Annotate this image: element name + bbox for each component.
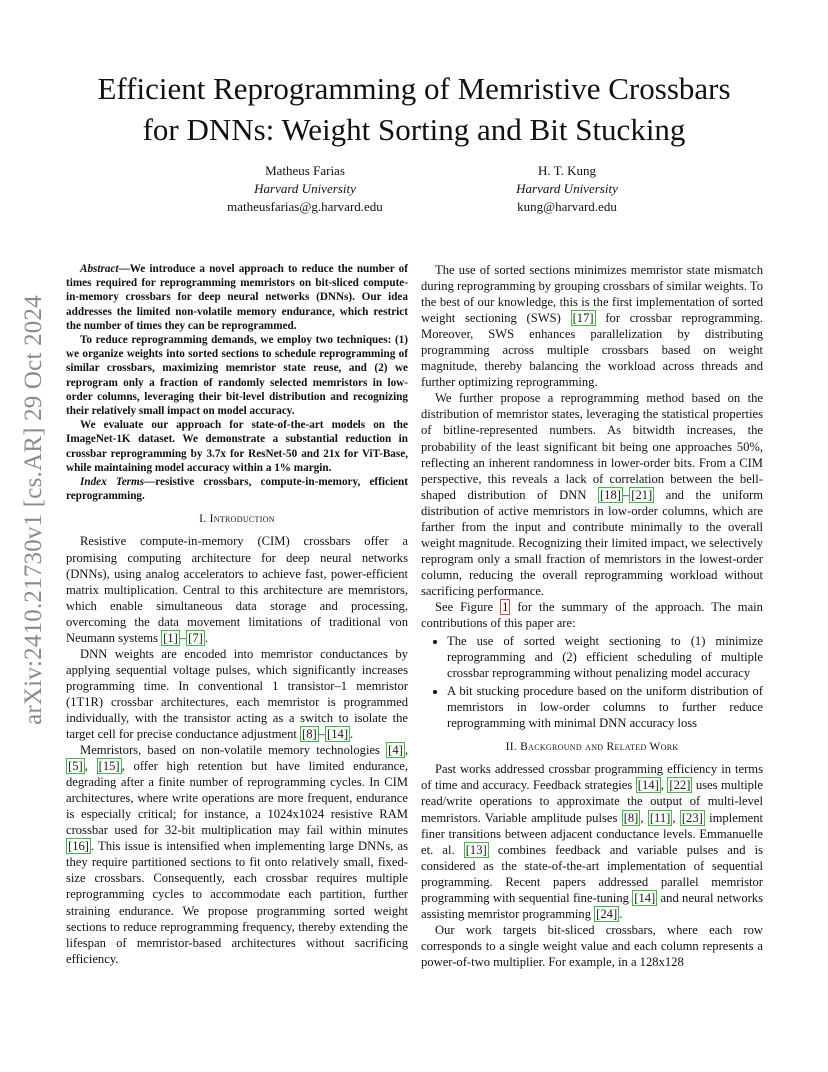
right-paragraph-1: The use of sorted sections minimizes memristor state mismatch during reprogramming by grouping crossbars of similar weights. To the best of our knowledge, this is the first implementation of sorted weight sectioning (SWS) [17] for crossbar reprogramming. Moreover, SWS enhances parallelization by distributing programming across multiple crossbars based on weight magnitude, thereby balancing the workload across threads and further optimizing reprogramming. bbox=[421, 263, 764, 390]
author-email[interactable]: kung@harvard.edu bbox=[517, 199, 617, 214]
section-heading-introduction: I. Introduction bbox=[199, 513, 275, 526]
abstract-p2: To reduce reprogramming demands, we employ two techniques: (1) we organize weights into sorted sections to schedule reprogramming of similar crossbars, maximizing memristor state reuse, and (2) we reprogram only a fraction of randomly selected memristors in low-order columns, leveraging their bit-level distribution and recognizing their relatively small impact on model accuracy. bbox=[66, 334, 408, 418]
contributions-list bbox=[421, 633, 763, 731]
author-name: H. T. Kung bbox=[537, 163, 597, 178]
title-line-1: Efficient Reprogramming of Memristive Crossbars bbox=[97, 71, 731, 106]
list-item: • A bit stucking procedure based on the uniform distribution of memristors in low-order columns to further reduce reprogramming with minimal DNN accuracy loss bbox=[447, 683, 763, 731]
left-column bbox=[66, 262, 408, 967]
author-1 bbox=[175, 162, 435, 216]
intro-paragraph-3: Memristors, based on non-volatile memory technologies [4] , [5] , [15] , offer high retention but have limited endurance, degrading after a finite number of reprogramming cycles. In CIM architectures, where write operations are more frequent, endurance is especially critical; for instance, a 1024x1024 resistive RAM crossbar used for 32-bit multiplication may fail within minutes [16] . This issue is intensified when implementing large DNNs, as they require partitioned sections to fit onto relatively small, fixed-size crossbars. Consequently, each crossbar requires multiple reprogramming cycles to accommodate each partition, further straining endurance. We propose programming sorted weight sections to reduce reprogramming frequency, thereby extending the lifespan of memristor-based architectures without sacrificing efficiency. bbox=[66, 743, 409, 966]
right-paragraph-3: See Figure 1 for the summary of the approach. The main contributions of this paper are: bbox=[421, 599, 763, 631]
author-affiliation: Harvard University bbox=[254, 181, 356, 196]
abstract-p3: We evaluate our approach for state-of-the-art models on the ImageNet-1K dataset. We demonstrate a substantial reduction in crossbar reprogramming by 3.7x for ResNet-50 and 21x for ViT-Base, while maintaining model accuracy within a 1% margin. bbox=[66, 419, 408, 474]
section-heading-background: II. Background and Related Work bbox=[505, 741, 679, 754]
title-line-2: for DNNs: Weight Sorting and Bit Stucking bbox=[142, 112, 686, 147]
author-email[interactable]: matheusfarias@g.harvard.edu bbox=[227, 199, 383, 214]
abstract-p1: Abstract—We introduce a novel approach to reduce the number of times required for reprogramming memristors on bit-sliced compute-in-memory crossbars for deep neural networks (DNNs). Our idea addresses the limited non-volatile memory endurance, which restrict the number of times they can be reprogrammed. bbox=[66, 263, 408, 332]
list-item: • The use of sorted weight sectioning to (1) minimize reprogramming and (2) efficient scheduling of multiple crossbar reprogramming without penalizing model accuracy bbox=[447, 633, 763, 681]
index-terms: Index Terms—resistive crossbars, compute-in-memory, efficient reprogramming. bbox=[66, 476, 408, 503]
author-2 bbox=[437, 162, 697, 216]
right-column bbox=[421, 262, 763, 970]
author-name: Matheus Farias bbox=[265, 163, 345, 178]
background-paragraph-2: Our work targets bit-sliced crossbars, where each row corresponds to a single weight value and each column represents a power-of-two multiplier. For example, in a 128x128 bbox=[421, 922, 763, 969]
intro-paragraph-2: DNN weights are encoded into memristor conductances by applying sequential voltage pulses, which significantly increases programming time. In conventional 1 transistor–1 memristor (1T1R) crossbar architectures, each memristor is programmed individually, with the transistor acting as a switch to isolate the target cell for precise conductance adjustment [8] – [14] . bbox=[66, 646, 408, 742]
right-paragraph-2: We further propose a reprogramming method based on the distribution of memristor states, leveraging the statistical properties of bitline-represented numbers. As bitwidth increases, the probability of the least significant bit being one approaches 50%, reflecting an inherent randomness in lower-order bits. From a CIM perspective, this reveals a lack of correlation between the bell-shaped distribution of DNN [18] – [21] and the uniform distribution of active memristors in low-order columns, which are farther from the input and contribute minimally to the overall weight magnitude. Recognizing their limited impact, we selectively reprogram only a small fraction of memristors in the lowest-order column, reducing the overall reprogramming workload without sacrificing performance. bbox=[421, 391, 764, 598]
author-affiliation: Harvard University bbox=[516, 181, 618, 196]
paper-title bbox=[60, 68, 768, 150]
background-paragraph-1: Past works addressed crossbar programming efficiency in terms of time and accuracy. Feedback strategies [14] , [22] uses multiple read/write operations to approximate the output of multi-level memristors. Variable amplitude pulses [8] , [11] , [23] implement finer transitions between adjacent conductance levels. Emmanuelle et. al. [13] combines feedback and variable pulses and is considered as the state-of-the-art implementation of sequential programming. Recent papers addressed parallel memristor programming with sequential fine-tuning [14] and neural networks assisting memristor programming [24] . bbox=[421, 762, 764, 921]
intro-paragraph-1: Resistive compute-in-memory (CIM) crossbars offer a promising computing architecture for deep neural networks (DNNs), using analog accelerators to achieve fast, power-efficient matrix multiplication. Central to this architecture are memristors, which enable simultaneous data storage and processing, overcoming the data movement limitations of traditional von Neumann systems [1] – [7] . bbox=[66, 534, 408, 645]
